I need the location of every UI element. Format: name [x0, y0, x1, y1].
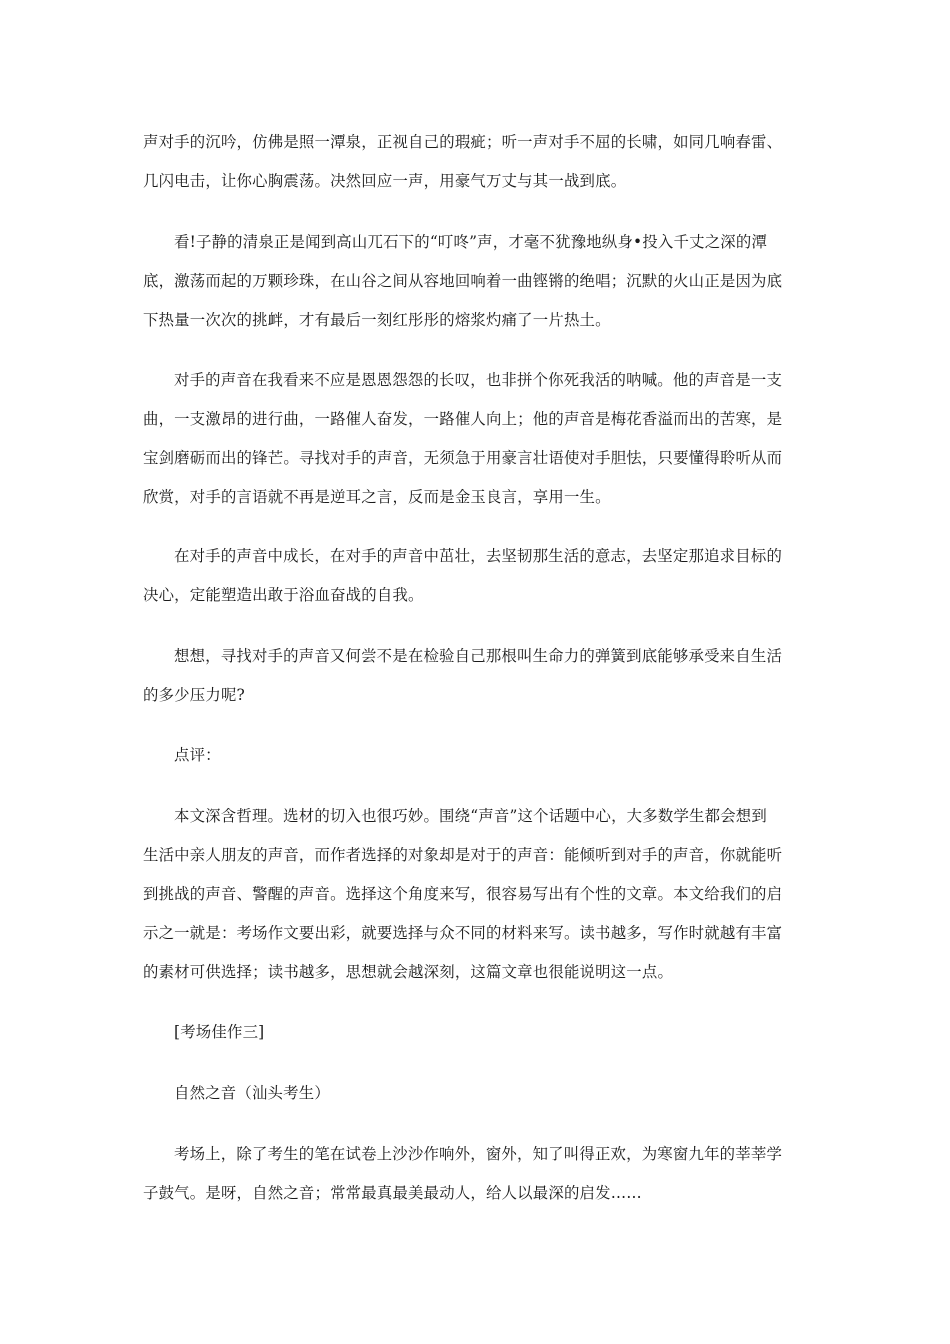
section-heading — [143, 1013, 815, 1052]
text-line: 几闪电击，让你心胸震荡。决然回应一声，用豪气万丈与其一战到底。 — [143, 172, 627, 190]
text-line: 看!子静的清泉正是闻到高山兀石下的“叮咚”声，才毫不犹豫地纵身•投入千丈之深的潭 — [174, 233, 768, 251]
review-paragraph — [143, 797, 815, 992]
text-line: 本文深含哲理。选材的切入也很巧妙。围绕“声音”这个话题中心，大多数学生都会想到 — [174, 807, 767, 825]
text-line: 的多少压力呢? — [143, 686, 245, 704]
text-line: 自然之音（汕头考生） — [174, 1084, 330, 1102]
text-line: 点评： — [174, 746, 221, 764]
text-line: 声对手的沉吟，仿佛是照一潭泉，正视自己的瑕疵；听一声对手不屈的长啸，如同几响春雷、 — [143, 133, 783, 151]
text-line: 底，激荡而起的万颗珍珠，在山谷之间从容地回响着一曲铿锵的绝唱；沉默的火山正是因为底 — [143, 272, 783, 290]
text-line: 决心，定能塑造出敢于浴血奋战的自我。 — [143, 586, 424, 604]
review-heading — [143, 736, 815, 775]
paragraph-2 — [143, 223, 815, 340]
text-line: 生活中亲人朋友的声音，而作者选择的对象却是对于的声音：能倾听到对手的声音，你就能听 — [143, 846, 783, 864]
text-line: [考场佳作三] — [174, 1023, 265, 1041]
text-line: 欣赏，对手的言语就不再是逆耳之言，反而是金玉良言，享用一生。 — [143, 488, 611, 506]
text-line: 示之一就是：考场作文要出彩，就要选择与众不同的材料来写。读书越多，写作时就越有丰富 — [143, 924, 783, 942]
text-line: 到挑战的声音、警醒的声音。选择这个角度来写，很容易写出有个性的文章。本文给我们的启 — [143, 885, 783, 903]
text-line: 的素材可供选择；读书越多，思想就会越深刻，这篇文章也很能说明这一点。 — [143, 963, 674, 981]
essay-paragraph — [143, 1135, 815, 1213]
essay-title — [143, 1074, 815, 1113]
paragraph-3 — [143, 361, 815, 517]
text-line: 曲，一支激昂的进行曲，一路催人奋发，一路催人向上；他的声音是梅花香溢而出的苦寒，是 — [143, 410, 783, 428]
text-line: 想想，寻找对手的声音又何尝不是在检验自己那根叫生命力的弹簧到底能够承受来自生活 — [174, 647, 783, 665]
text-line: 在对手的声音中成长，在对手的声音中茁壮，去坚韧那生活的意志，去坚定那追求目标的 — [174, 547, 783, 565]
text-line: 考场上，除了考生的笔在试卷上沙沙作响外，窗外，知了叫得正欢，为寒窗九年的莘莘学 — [174, 1145, 783, 1163]
text-line: 宝剑磨砺而出的锋芒。寻找对手的声音，无须急于用豪言壮语使对手胆怯，只要懂得聆听从而 — [143, 449, 783, 467]
paragraph-1 — [143, 123, 815, 201]
paragraph-5 — [143, 637, 815, 715]
text-line: 子鼓气。是呀，自然之音；常常最真最美最动人，给人以最深的启发…… — [143, 1184, 642, 1202]
paragraph-4 — [143, 537, 815, 615]
text-line: 下热量一次次的挑衅，才有最后一刻红彤彤的熔浆灼痛了一片热土。 — [143, 311, 611, 329]
text-line: 对手的声音在我看来不应是恩恩怨怨的长叹，也非拼个你死我活的呐喊。他的声音是一支 — [174, 371, 783, 389]
